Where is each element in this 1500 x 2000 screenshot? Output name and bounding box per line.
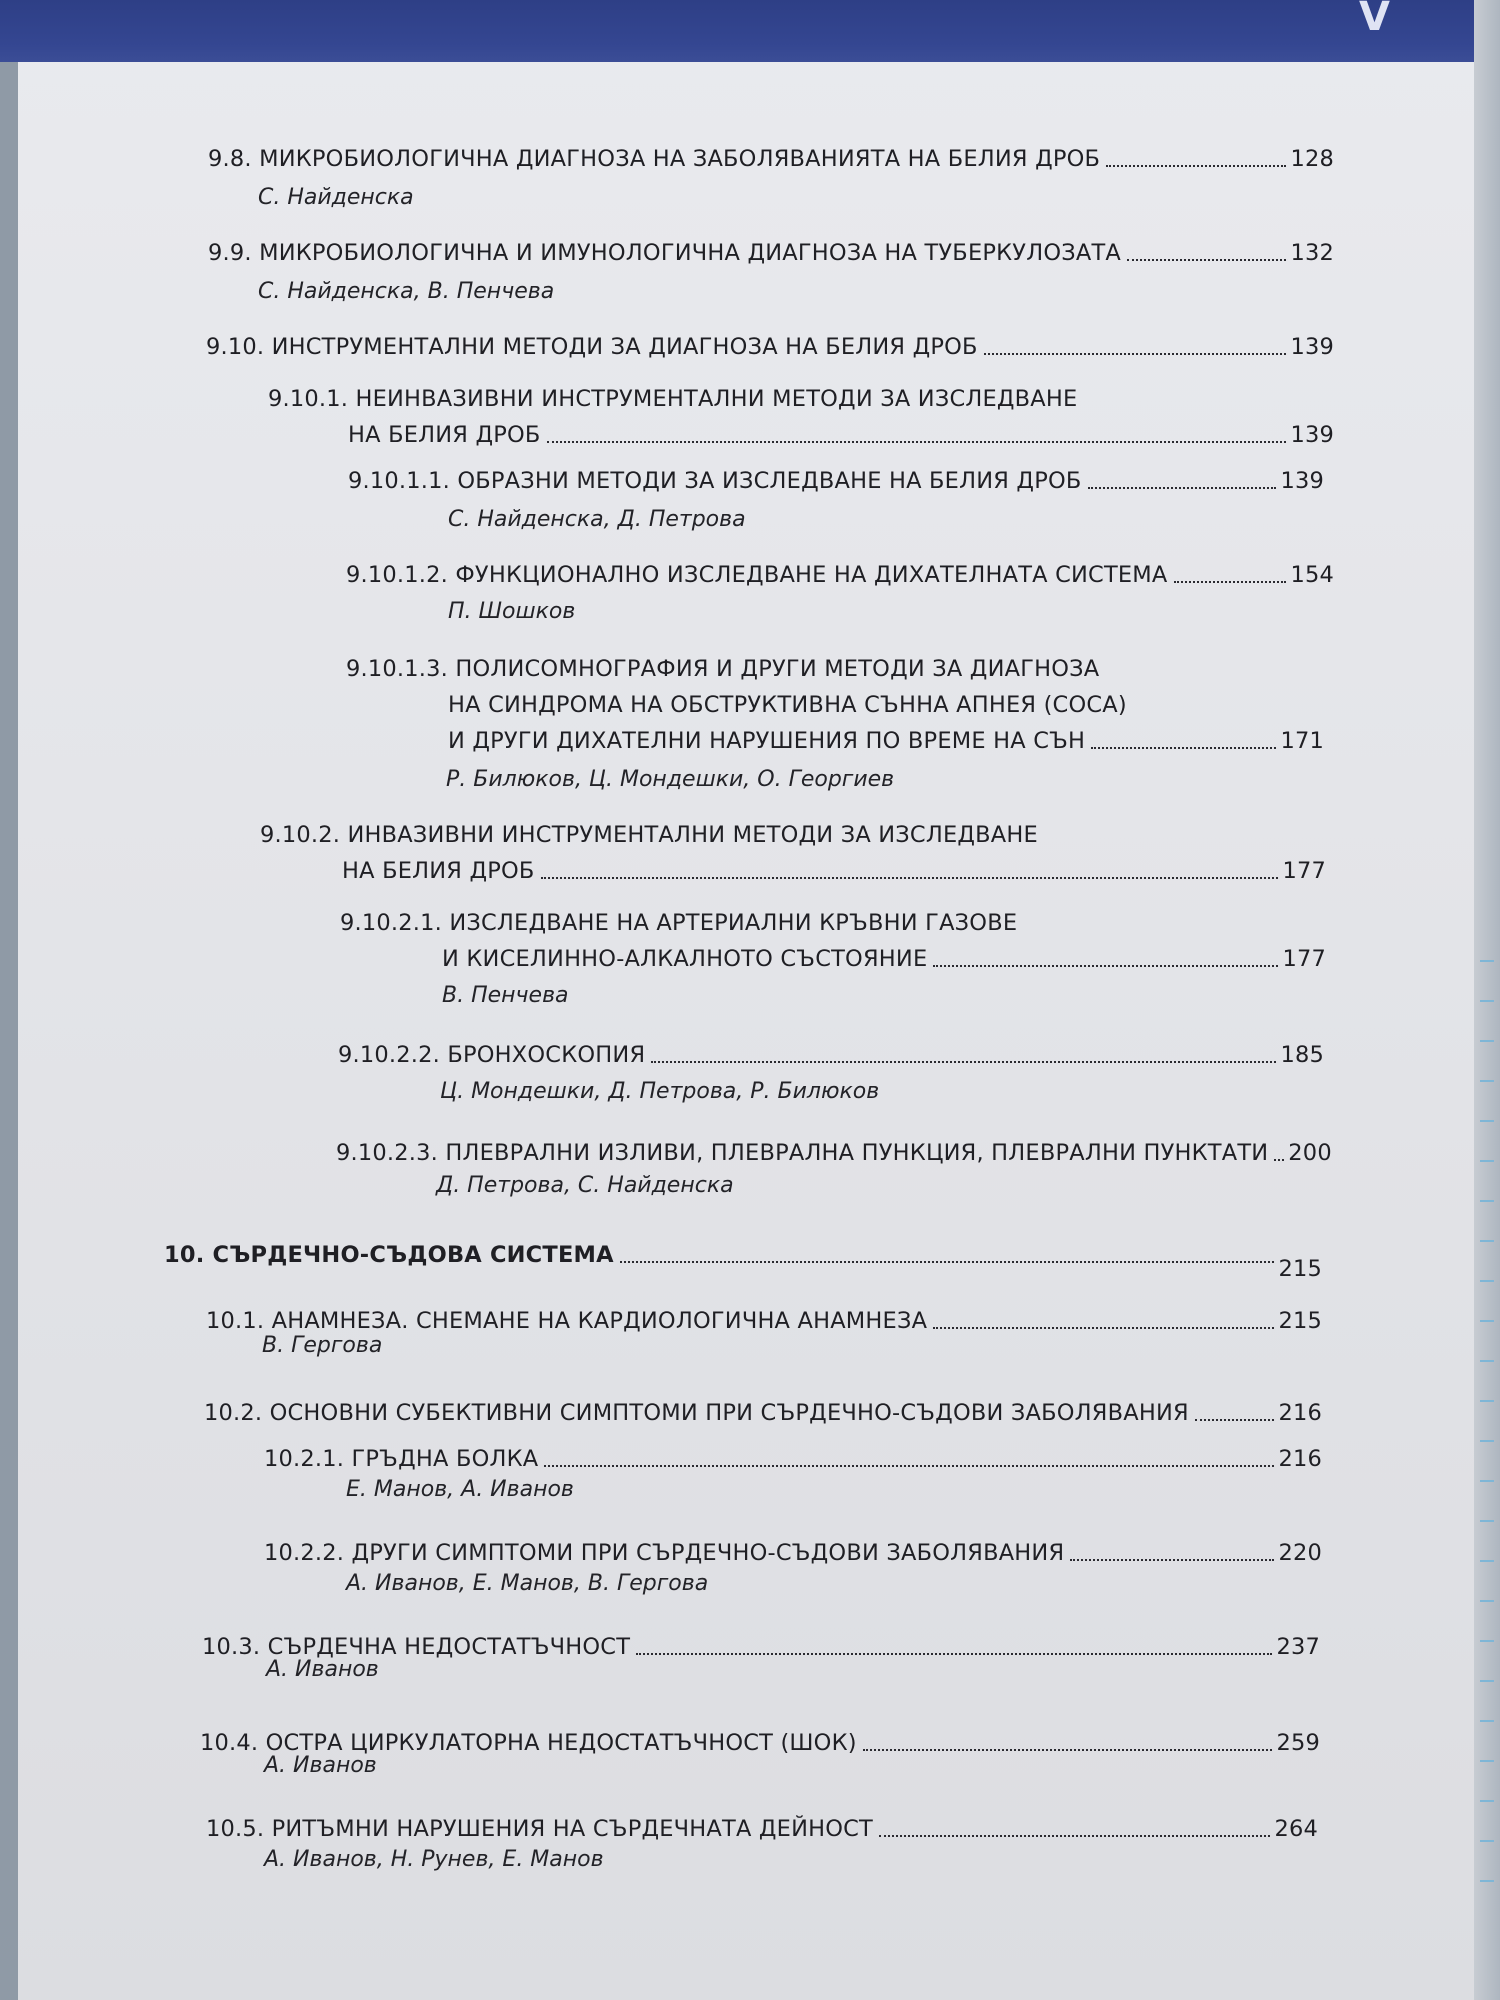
toc-entry-title-line[interactable] <box>340 908 1017 938</box>
entry-authors: Р. Билюков, Ц. Мондешки, О. Георгиев <box>446 767 895 792</box>
toc-entry-title-line[interactable] <box>346 654 1099 684</box>
entry-authors: Е. Манов, А. Иванов <box>346 1477 574 1502</box>
dot-leader <box>1274 1159 1284 1161</box>
entry-title: ОСНОВНИ СУБЕКТИВНИ СИМПТОМИ ПРИ СЪРДЕЧНО-СЪДОВИ ЗАБОЛЯВАНИЯ <box>269 1400 1189 1426</box>
entry-number: 10.1. <box>206 1308 272 1334</box>
entry-title: СЪРДЕЧНА НЕДОСТАТЪЧНОСТ <box>267 1634 631 1660</box>
entry-number: 9.10. <box>206 334 272 360</box>
entry-number: 9.9. <box>208 240 260 266</box>
dot-leader <box>636 1653 1272 1655</box>
entry-title: ИНВАЗИВНИ ИНСТРУМЕНТАЛНИ МЕТОДИ ЗА ИЗСЛЕДВАНЕ <box>347 822 1038 848</box>
toc-entry[interactable] <box>204 1398 1322 1428</box>
entry-title: НА БЕЛИЯ ДРОБ <box>348 422 541 448</box>
entry-number: 10.4. <box>200 1730 266 1756</box>
dot-leader <box>1091 747 1276 749</box>
dot-leader <box>1195 1419 1275 1421</box>
dot-leader <box>879 1835 1270 1837</box>
toc-entry[interactable] <box>346 560 1334 590</box>
entry-number: 9.10.2.1. <box>340 910 450 936</box>
entry-title: И КИСЕЛИННО-АЛКАЛНОТО СЪСТОЯНИЕ <box>442 946 928 972</box>
entry-page: 177 <box>1282 858 1326 884</box>
dot-leader <box>1088 487 1277 489</box>
toc-entry[interactable] <box>342 856 1326 886</box>
entry-title: НЕИНВАЗИВНИ ИНСТРУМЕНТАЛНИ МЕТОДИ ЗА ИЗСЛЕДВАНЕ <box>355 386 1078 412</box>
entry-page: 220 <box>1278 1540 1322 1566</box>
toc-entry-title-line[interactable] <box>268 384 1077 414</box>
dot-leader <box>1106 165 1286 167</box>
entry-page: 185 <box>1280 1042 1324 1068</box>
dot-leader <box>933 1327 1274 1329</box>
toc-entry[interactable] <box>348 420 1334 450</box>
entry-page: 264 <box>1274 1816 1318 1842</box>
entry-number: 9.10.1.2. <box>346 562 456 588</box>
entry-authors: Ц. Мондешки, Д. Петрова, Р. Билюков <box>440 1079 880 1104</box>
entry-number: 9.10.2.2. <box>338 1042 448 1068</box>
entry-authors: В. Пенчева <box>442 983 569 1008</box>
entry-title: ПОЛИСОМНОГРАФИЯ И ДРУГИ МЕТОДИ ЗА ДИАГНОЗА <box>455 656 1100 682</box>
toc-entry[interactable] <box>206 1814 1318 1844</box>
entry-page: 128 <box>1290 146 1334 172</box>
dot-leader <box>541 877 1279 879</box>
entry-authors: А. Иванов, Н. Рунев, Е. Манов <box>264 1847 604 1872</box>
chapter-page: 215 <box>1278 1256 1322 1282</box>
entry-title: ПЛЕВРАЛНИ ИЗЛИВИ, ПЛЕВРАЛНА ПУНКЦИЯ, ПЛЕВРАЛНИ ПУНКТАТИ <box>445 1140 1269 1166</box>
dot-leader <box>1174 581 1287 583</box>
toc-entry[interactable] <box>264 1538 1322 1568</box>
toc-entry[interactable] <box>338 1040 1324 1070</box>
entry-title: НА СИНДРОМА НА ОБСТРУКТИВНА СЪННА АПНЕЯ (СОСА) <box>448 692 1127 718</box>
toc-entry-title-line[interactable] <box>448 690 1127 720</box>
entry-authors: А. Иванов <box>266 1657 379 1682</box>
toc-entry-title-line[interactable] <box>260 820 1038 850</box>
entry-title: РИТЪМНИ НАРУШЕНИЯ НА СЪРДЕЧНАТА ДЕЙНОСТ <box>271 1816 874 1842</box>
dot-leader <box>1070 1559 1274 1561</box>
toc-entry[interactable] <box>208 144 1334 174</box>
entry-number: 9.8. <box>208 146 260 172</box>
entry-page: 139 <box>1290 334 1334 360</box>
entry-authors: П. Шошков <box>448 599 576 624</box>
dot-leader <box>544 1465 1274 1467</box>
entry-title: ФУНКЦИОНАЛНО ИЗСЛЕДВАНЕ НА ДИХАТЕЛНАТА СИСТЕМА <box>455 562 1168 588</box>
entry-number: 9.10.1.3. <box>346 656 456 682</box>
entry-authors: В. Гергова <box>262 1333 383 1358</box>
toc-chapter[interactable] <box>164 1240 1322 1282</box>
entry-page: 177 <box>1282 946 1326 972</box>
entry-number: 9.10.1.1. <box>348 468 458 494</box>
dot-leader <box>620 1261 1275 1263</box>
entry-page: 215 <box>1278 1308 1322 1334</box>
entry-authors: Д. Петрова, С. Найденска <box>436 1173 734 1198</box>
toc-entry[interactable] <box>442 944 1326 974</box>
entry-title: ОБРАЗНИ МЕТОДИ ЗА ИЗСЛЕДВАНЕ НА БЕЛИЯ ДРОБ <box>457 468 1082 494</box>
dot-leader <box>933 965 1278 967</box>
entry-page: 154 <box>1290 562 1334 588</box>
toc-entry[interactable] <box>448 726 1324 756</box>
entry-page: 171 <box>1280 728 1324 754</box>
entry-title: И ДРУГИ ДИХАТЕЛНИ НАРУШЕНИЯ ПО ВРЕМЕ НА СЪН <box>448 728 1086 754</box>
dot-leader <box>1127 259 1286 261</box>
entry-number: 10.5. <box>206 1816 272 1842</box>
entry-title: МИКРОБИОЛОГИЧНА ДИАГНОЗА НА ЗАБОЛЯВАНИЯТА НА БЕЛИЯ ДРОБ <box>259 146 1101 172</box>
entry-authors: А. Иванов, Е. Манов, В. Гергова <box>346 1571 709 1596</box>
toc-entry[interactable] <box>264 1444 1322 1474</box>
entry-title: ГРЪДНА БОЛКА <box>351 1446 539 1472</box>
entry-page: 139 <box>1280 468 1324 494</box>
entry-number: 10.2.2. <box>264 1540 352 1566</box>
entry-page: 139 <box>1290 422 1334 448</box>
chapter-title: СЪРДЕЧНО-СЪДОВА СИСТЕМА <box>212 1242 614 1268</box>
entry-number: 9.10.1. <box>268 386 356 412</box>
toc-entry[interactable] <box>208 238 1334 268</box>
entry-number: 10.3. <box>202 1634 268 1660</box>
entry-authors: С. Найденска, Д. Петрова <box>448 507 746 532</box>
entry-number: 9.10.2.3. <box>336 1140 446 1166</box>
toc-entry[interactable] <box>348 466 1324 496</box>
dot-leader <box>984 353 1287 355</box>
toc-entry[interactable] <box>336 1138 1332 1168</box>
entry-authors: С. Найденска <box>258 185 414 210</box>
toc-entry[interactable] <box>206 332 1334 362</box>
entry-page: 259 <box>1276 1730 1320 1756</box>
page-number: V <box>1359 0 1390 40</box>
entry-number: 10.2. <box>204 1400 270 1426</box>
entry-title: МИКРОБИОЛОГИЧНА И ИМУНОЛОГИЧНА ДИАГНОЗА НА ТУБЕРКУЛОЗАТА <box>259 240 1121 266</box>
entry-title: ДРУГИ СИМПТОМИ ПРИ СЪРДЕЧНО-СЪДОВИ ЗАБОЛЯВАНИЯ <box>351 1540 1065 1566</box>
chapter-number: 10. <box>164 1242 213 1268</box>
entry-title: ИЗСЛЕДВАНЕ НА АРТЕРИАЛНИ КРЪВНИ ГАЗОВЕ <box>449 910 1018 936</box>
entry-page: 216 <box>1278 1400 1322 1426</box>
entry-page: 200 <box>1288 1140 1332 1166</box>
entry-title: АНАМНЕЗА. СНЕМАНЕ НА КАРДИОЛОГИЧНА АНАМНЕЗА <box>271 1308 928 1334</box>
entry-title: ИНСТРУМЕНТАЛНИ МЕТОДИ ЗА ДИАГНОЗА НА БЕЛИЯ ДРОБ <box>271 334 978 360</box>
entry-number: 9.10.2. <box>260 822 348 848</box>
entry-title: БРОНХОСКОПИЯ <box>447 1042 646 1068</box>
entry-authors: С. Найденска, В. Пенчева <box>258 279 555 304</box>
entry-authors: А. Иванов <box>264 1753 377 1778</box>
entry-page: 216 <box>1278 1446 1322 1472</box>
entry-title: ОСТРА ЦИРКУЛАТОРНА НЕДОСТАТЪЧНОСТ (ШОК) <box>265 1730 857 1756</box>
entry-page: 237 <box>1276 1634 1320 1660</box>
dot-leader <box>651 1061 1276 1063</box>
entry-page: 132 <box>1290 240 1334 266</box>
dot-leader <box>863 1749 1273 1751</box>
dot-leader <box>547 441 1287 443</box>
entry-title: НА БЕЛИЯ ДРОБ <box>342 858 535 884</box>
entry-number: 10.2.1. <box>264 1446 352 1472</box>
